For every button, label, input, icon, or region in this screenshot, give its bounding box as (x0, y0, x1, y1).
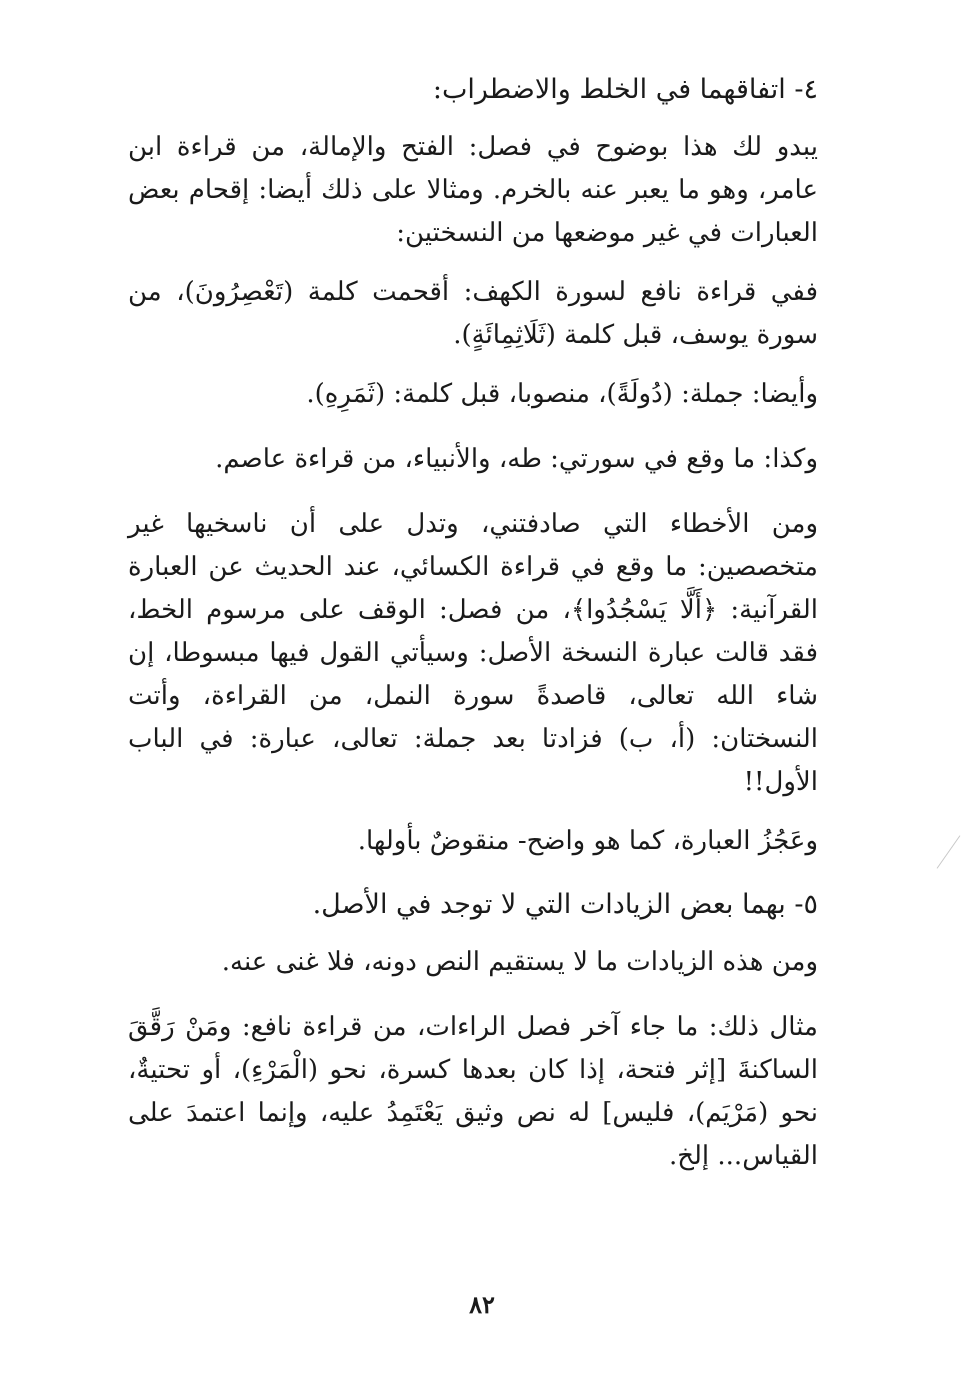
paragraph-3: وأيضا: جملة: (دُولَةً)، منصوبا، قبل كلمة: (ثَمَرِهِ). (306, 379, 818, 409)
paragraph-8: مثال ذلك: ما جاء آخر فصل الراءات، من قراءة نافع: ومَنْ رَقَّقَ الساكنةَ [إثر فتحة، إذا كان بعدها كسرة، نحو (الْمَرْءِ)، أو تحتيةٌ، نحو (مَرْيَم)، فليس] له نص وثيق يَعْتَمِدُ عليه، وإنما اعتمدَ على القياس... إلخ. (128, 1012, 818, 1171)
paragraph-7: ومن هذه الزيادات ما لا يستقيم النص دونه، فلا غنى عنه. (221, 947, 818, 977)
section-heading-5: ٥- بهما بعض الزيادات التي لا توجد في الأصل. (312, 889, 818, 920)
page-body (128, 70, 818, 1194)
paragraph-2: ففي قراءة نافع لسورة الكهف: أقحمت كلمة (تَعْصِرُونَ)، من سورة يوسف، قبل كلمة (ثَلَاثِمِائَةٍ). (128, 277, 818, 350)
page-number: ٨٢ (469, 1290, 495, 1319)
scan-edge-mark (937, 835, 961, 868)
paragraph-5: ومن الأخطاء التي صادفتني، وتدل على أن ناسخيها غير متخصصين: ما وقع في قراءة الكسائي، عند الحديث عن العبارة القرآنية: ﴿أَلَّا يَسْجُدُوا﴾، من فصل: الوقف على مرسوم الخط، فقد قالت عبارة النسخة الأصل: وسيأتي القول فيها مبسوطا، إن شاء الله تعالى، قاصدةً سورة النمل، من القراءة، وأتت النسختان: (أ، ب) فزادتا بعد جملة: تعالى، عبارة: في الباب الأول!! (128, 509, 818, 797)
paragraph-4: وكذا: ما وقع في سورتي: طه، والأنبياء، من قراءة عاصم. (215, 444, 818, 474)
paragraph-1: يبدو لك هذا بوضوح في فصل: الفتح والإمالة، من قراءة ابن عامر، وهو ما يعبر عنه بالخرم. ومثالا على ذلك أيضا: إقحام بعض العبارات في غير موضعها من النسختين: (128, 132, 818, 248)
paragraph-6: وعَجُزُ العبارة، كما هو واضح- منقوضٌ بأولها. (357, 826, 818, 856)
section-heading-4: ٤- اتفاقهما في الخلط والاضطراب: (432, 74, 818, 105)
